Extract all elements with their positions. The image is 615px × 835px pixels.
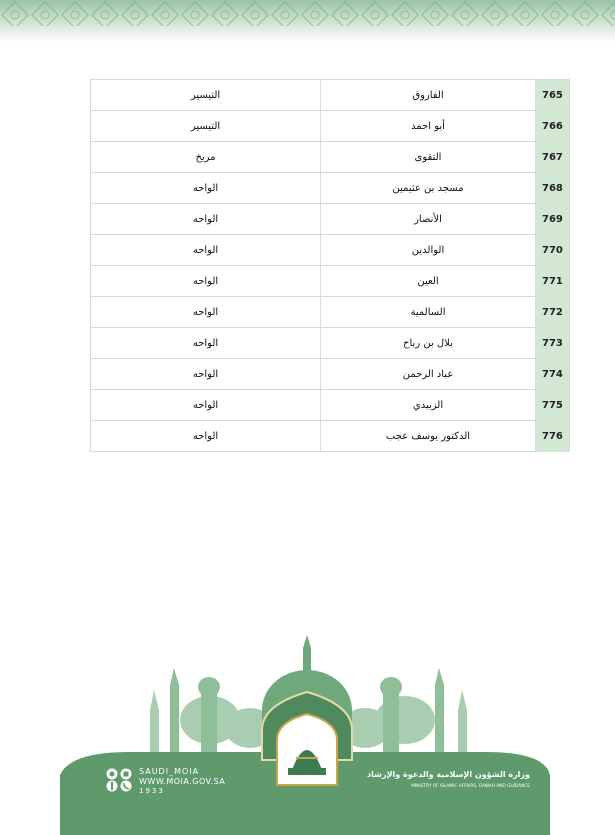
- website-link: WWW.MOIA.GOV.SA: [139, 777, 226, 786]
- table-row: [91, 328, 570, 359]
- mosque-name-cell: الزبيدي: [321, 390, 536, 421]
- mosque-table: [90, 79, 562, 452]
- mosque-name-cell: الدكتور يوسف عجب: [321, 421, 536, 452]
- table-row: [91, 204, 570, 235]
- phone-icon: [121, 781, 132, 792]
- table-row: [91, 173, 570, 204]
- table-row: [91, 142, 570, 173]
- row-number-cell: 776: [536, 421, 570, 452]
- mosque-name-cell: العين: [321, 266, 536, 297]
- ministry-name-en: MINISTRY OF ISLAMIC AFFAIRS, DAWAH AND GUIDANCE: [411, 784, 530, 789]
- mosque-name-cell: الأنصار: [321, 204, 536, 235]
- row-number-cell: 771: [536, 266, 570, 297]
- row-number-cell: 765: [536, 80, 570, 111]
- area-cell: التيسير: [91, 80, 321, 111]
- table-row: [91, 390, 570, 421]
- table-row: [91, 80, 570, 111]
- area-cell: الواحه: [91, 235, 321, 266]
- table-row: [91, 297, 570, 328]
- area-cell: التيسير: [91, 111, 321, 142]
- row-number-cell: 774: [536, 359, 570, 390]
- twitter-icon: [107, 769, 118, 780]
- row-number-cell: 769: [536, 204, 570, 235]
- table-row: [91, 266, 570, 297]
- table-row: [91, 111, 570, 142]
- mosque-name-cell: أبو احمد: [321, 111, 536, 142]
- area-cell: الواحه: [91, 173, 321, 204]
- area-cell: الواحه: [91, 266, 321, 297]
- row-number-cell: 767: [536, 142, 570, 173]
- row-number-cell: 770: [536, 235, 570, 266]
- area-cell: مريخ: [91, 142, 321, 173]
- area-cell: الواحه: [91, 359, 321, 390]
- row-number-cell: 773: [536, 328, 570, 359]
- table-row: [91, 421, 570, 452]
- mosque-name-cell: السالمية: [321, 297, 536, 328]
- area-cell: الواحه: [91, 297, 321, 328]
- table-row: [91, 359, 570, 390]
- mosque-name-cell: التقوى: [321, 142, 536, 173]
- footer: [0, 630, 615, 835]
- mosque-name-cell: مسجد بن عثيمين: [321, 173, 536, 204]
- mosque-name-cell: الفاروق: [321, 80, 536, 111]
- mosque-name-cell: الوالدين: [321, 235, 536, 266]
- row-number-cell: 766: [536, 111, 570, 142]
- area-cell: الواحه: [91, 328, 321, 359]
- row-number-cell: 772: [536, 297, 570, 328]
- area-cell: الواحه: [91, 421, 321, 452]
- decorative-top-pattern: [0, 0, 615, 42]
- founding-year: 1933: [139, 787, 165, 795]
- ministry-name-ar: وزارة الشؤون الإسلامية والدعوة والإرشاد: [367, 770, 530, 779]
- instagram-icon: [121, 769, 132, 780]
- row-number-cell: 768: [536, 173, 570, 204]
- mosque-name-cell: بلال بن رباح: [321, 328, 536, 359]
- area-cell: الواحه: [91, 390, 321, 421]
- table-row: [91, 235, 570, 266]
- mosque-name-cell: عباد الرحمن: [321, 359, 536, 390]
- facebook-icon: [107, 781, 118, 792]
- social-handle: SAUDI_MOIA: [139, 767, 200, 776]
- row-number-cell: 775: [536, 390, 570, 421]
- area-cell: الواحه: [91, 204, 321, 235]
